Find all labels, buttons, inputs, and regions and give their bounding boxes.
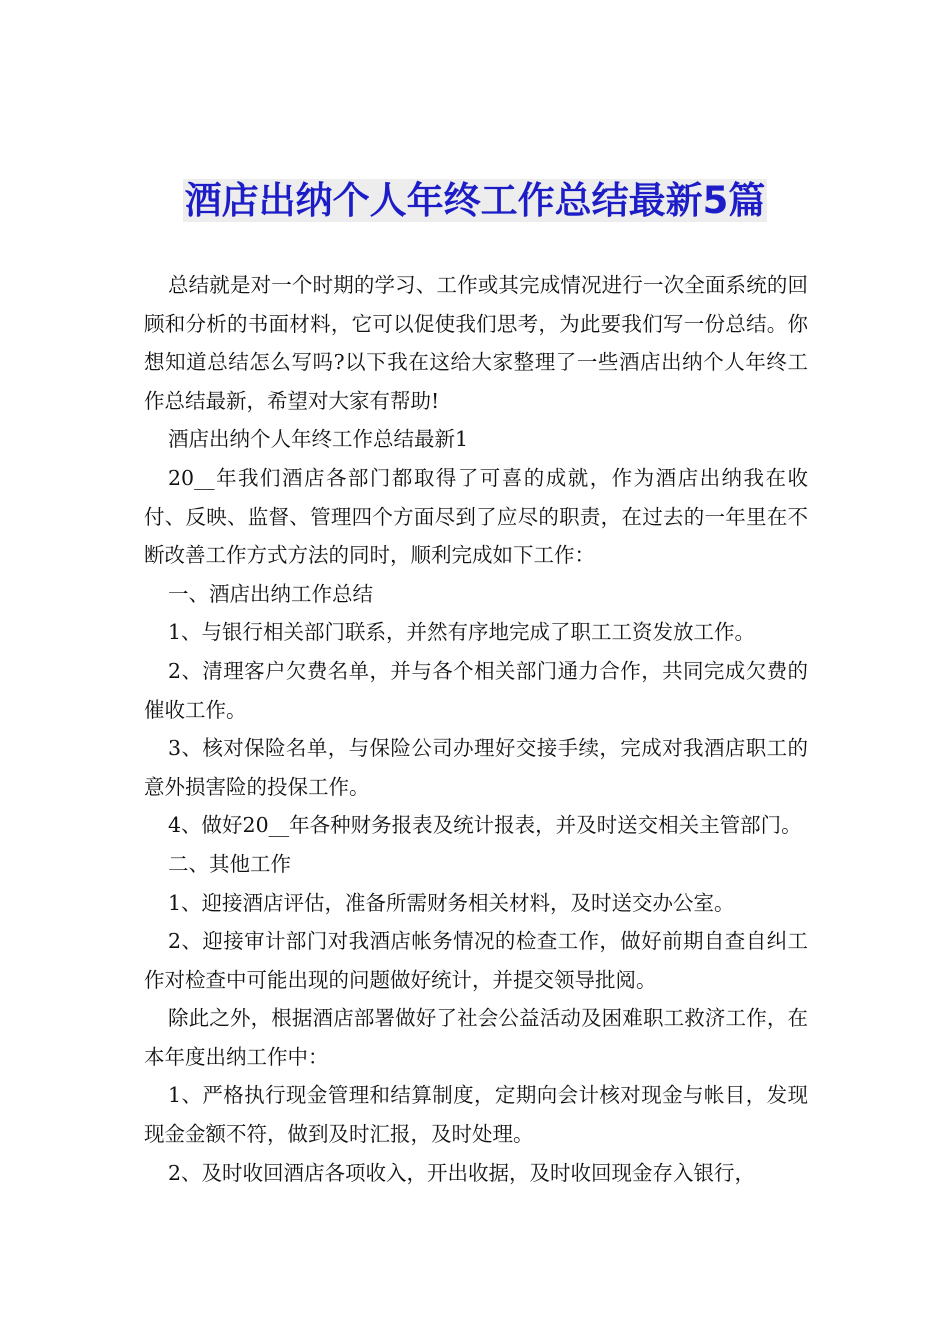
list-item: 2、清理客户欠费名单，并与各个相关部门通力合作，共同完成欠费的催收工作。 [144, 658, 808, 722]
subsection-heading: 一、酒店出纳工作总结 [168, 581, 373, 606]
document-title-text: 酒店出纳个人年终工作总结最新5篇 [184, 179, 766, 222]
section-heading: 酒店出纳个人年终工作总结最新1 [168, 427, 469, 452]
list-item: 1、迎接酒店评估，准备所需财务相关材料，及时送交办公室。 [168, 890, 735, 915]
paragraph-intro: 总结就是对一个时期的学习、工作或其完成情况进行一次全面系统的回顾和分析的书面材料，它可以促使我们思考，为此要我们写一份总结。你想知道总结怎么写吗?以下我在这给大家整理了一些酒店出纳个人年终工作总结最新，希望对大家有帮助! [144, 273, 808, 413]
paragraph: 除此之外，根据酒店部署做好了社会公益活动及困难职工救济工作，在本年度出纳工作中： [144, 1006, 808, 1069]
document-body [144, 266, 808, 1192]
list-item: 3、核对保险名单，与保险公司办理好交接手续，完成对我酒店职工的意外损害险的投保工作。 [144, 736, 808, 799]
document-title [0, 176, 950, 226]
list-item: 1、严格执行现金管理和结算制度，定期向会计核对现金与帐目，发现现金金额不符，做到及时汇报，及时处理。 [144, 1083, 808, 1147]
list-item: 2、迎接审计部门对我酒店帐务情况的检查工作，做好前期自查自纠工作对检查中可能出现的问题做好统计，并提交领导批阅。 [144, 929, 808, 992]
list-item: 2、及时收回酒店各项收入，开出收据，及时收回现金存入银行， [168, 1160, 756, 1185]
list-item: 1、与银行相关部门联系，并然有序地完成了职工工资发放工作。 [168, 620, 756, 645]
list-item: 4、做好20__年各种财务报表及统计报表，并及时送交相关主管部门。 [168, 813, 802, 838]
subsection-heading: 二、其他工作 [168, 851, 291, 876]
paragraph: 20__年我们酒店各部门都取得了可喜的成就，作为酒店出纳我在收付、反映、监督、管理四个方面尽到了应尽的职责，在过去的一年里在不断改善工作方式方法的同时，顺利完成如下工作： [144, 465, 808, 568]
